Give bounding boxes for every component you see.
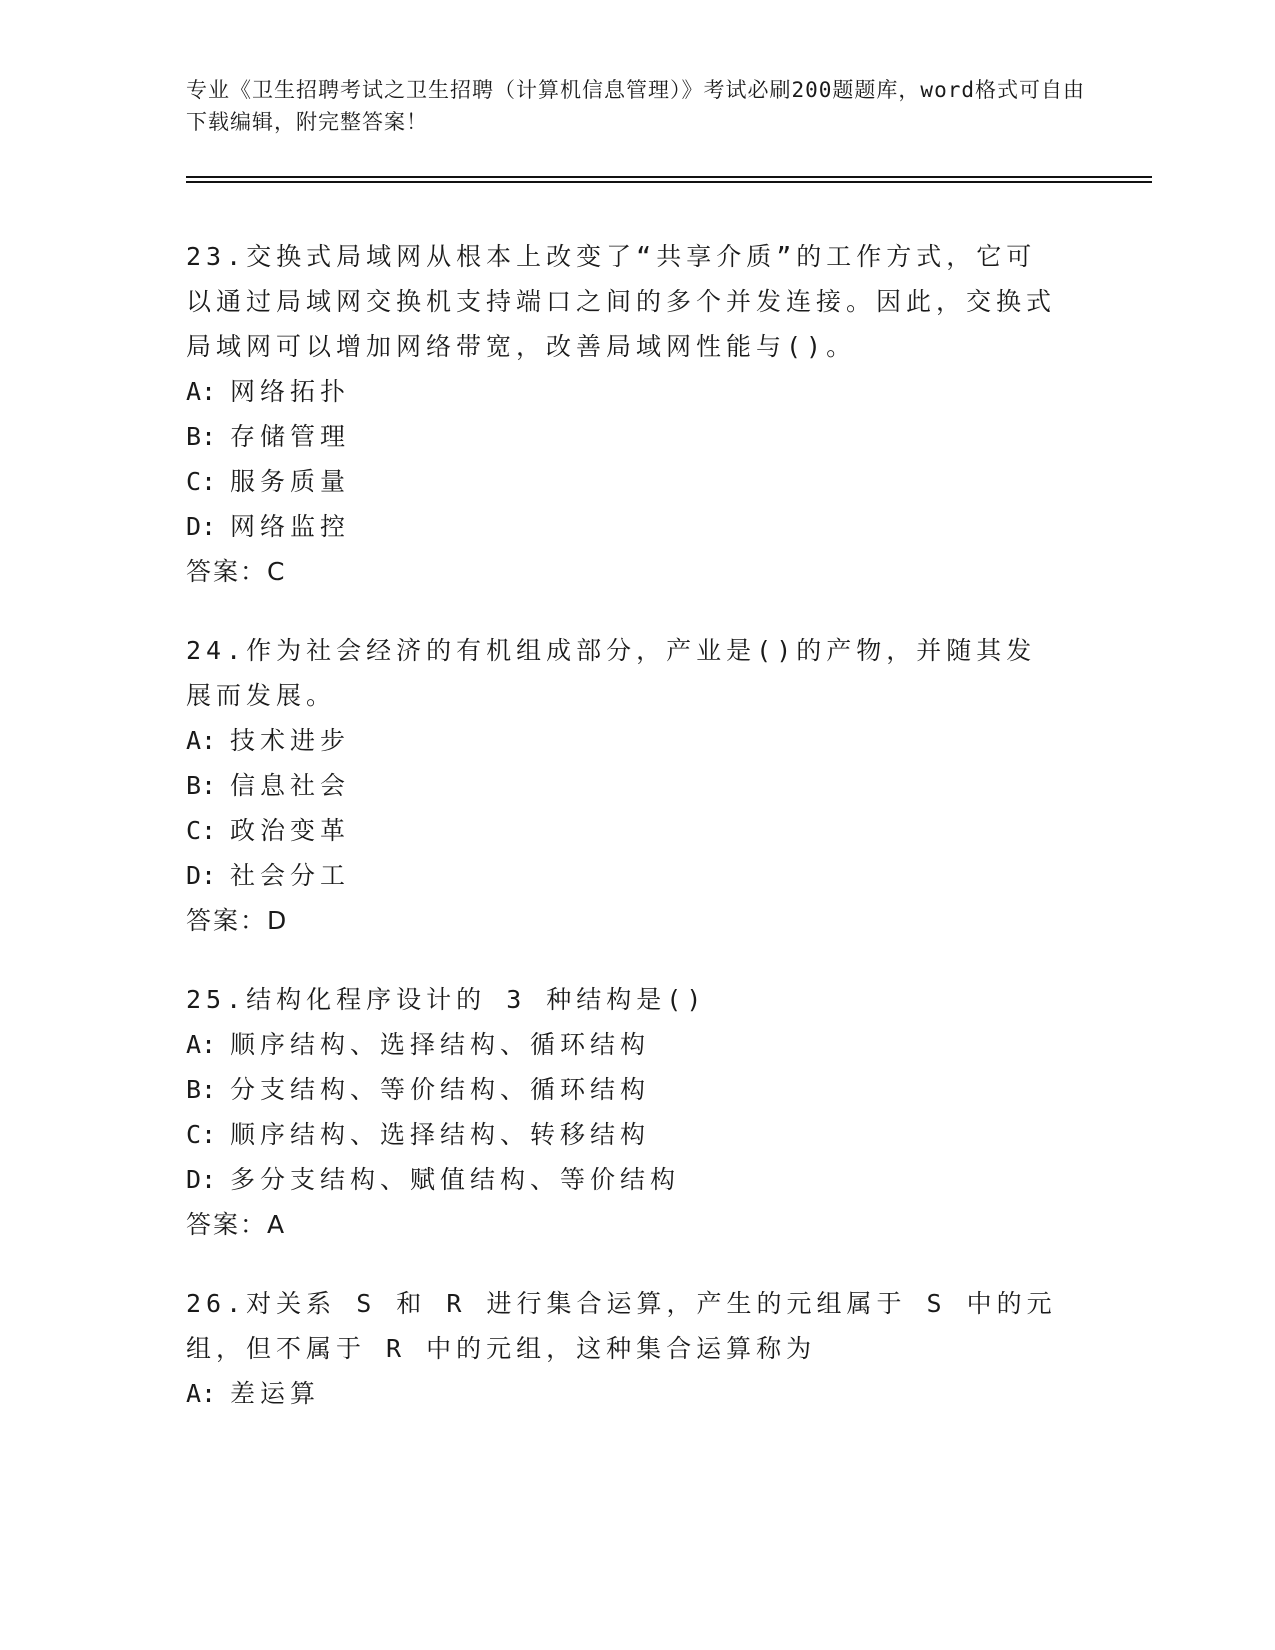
option-a bbox=[186, 369, 1086, 414]
option-letter: D: bbox=[186, 861, 217, 890]
option-text: 社会分工 bbox=[230, 861, 351, 890]
option-b bbox=[186, 414, 1086, 459]
question-26 bbox=[186, 1281, 1086, 1416]
option-c bbox=[186, 1112, 1086, 1157]
option-d bbox=[186, 504, 1086, 549]
option-c bbox=[186, 808, 1086, 853]
option-text: 分支结构、等价结构、循环结构 bbox=[230, 1075, 651, 1104]
option-letter: A: bbox=[186, 1379, 217, 1408]
option-d bbox=[186, 853, 1086, 898]
question-stem: 23.交换式局域网从根本上改变了“共享介质”的工作方式，它可以通过局域网交换机支持端口之间的多个并发连接。因此，交换式局域网可以增加网络带宽，改善局域网性能与()。 bbox=[186, 242, 1057, 361]
option-text: 网络拓扑 bbox=[230, 377, 351, 406]
option-letter: B: bbox=[186, 1075, 217, 1104]
header-rule-top bbox=[186, 176, 1152, 178]
question-23 bbox=[186, 234, 1086, 594]
option-letter: C: bbox=[186, 467, 217, 496]
question-stem: 25.结构化程序设计的 3 种结构是() bbox=[186, 985, 707, 1014]
option-letter: C: bbox=[186, 816, 217, 845]
option-text: 技术进步 bbox=[230, 726, 351, 755]
option-letter: A: bbox=[186, 1030, 217, 1059]
option-letter: C: bbox=[186, 1120, 217, 1149]
option-a bbox=[186, 1022, 1086, 1067]
option-text: 差运算 bbox=[230, 1379, 321, 1408]
option-c bbox=[186, 459, 1086, 504]
question-24 bbox=[186, 628, 1086, 943]
header-rule-bottom bbox=[186, 181, 1152, 183]
option-letter: D: bbox=[186, 1165, 217, 1194]
option-letter: D: bbox=[186, 512, 217, 541]
option-b bbox=[186, 1067, 1086, 1112]
question-stem: 26.对关系 S 和 R 进行集合运算，产生的元组属于 S 中的元组，但不属于 R 中的元组，这种集合运算称为 bbox=[186, 1289, 1057, 1363]
answer-line: 答案：D bbox=[186, 906, 289, 935]
option-d bbox=[186, 1157, 1086, 1202]
answer-line: 答案：C bbox=[186, 557, 287, 586]
question-stem: 24.作为社会经济的有机组成部分，产业是()的产物，并随其发展而发展。 bbox=[186, 636, 1037, 710]
option-text: 政治变革 bbox=[230, 816, 351, 845]
option-text: 顺序结构、选择结构、循环结构 bbox=[230, 1030, 651, 1059]
option-letter: B: bbox=[186, 422, 217, 451]
option-letter: A: bbox=[186, 726, 217, 755]
option-letter: A: bbox=[186, 377, 217, 406]
option-a bbox=[186, 1371, 1086, 1416]
document-header: 专业《卫生招聘考试之卫生招聘（计算机信息管理）》考试必刷200题题库，word格式可自由下载编辑，附完整答案！ bbox=[186, 78, 1085, 134]
option-text: 多分支结构、赋值结构、等价结构 bbox=[230, 1165, 681, 1194]
option-text: 顺序结构、选择结构、转移结构 bbox=[230, 1120, 651, 1149]
option-b bbox=[186, 763, 1086, 808]
answer-line: 答案：A bbox=[186, 1210, 287, 1239]
option-a bbox=[186, 718, 1086, 763]
option-text: 网络监控 bbox=[230, 512, 351, 541]
option-text: 服务质量 bbox=[230, 467, 351, 496]
question-list bbox=[186, 234, 1086, 1450]
option-text: 存储管理 bbox=[230, 422, 351, 451]
option-letter: B: bbox=[186, 771, 217, 800]
question-25 bbox=[186, 977, 1086, 1247]
option-text: 信息社会 bbox=[230, 771, 351, 800]
